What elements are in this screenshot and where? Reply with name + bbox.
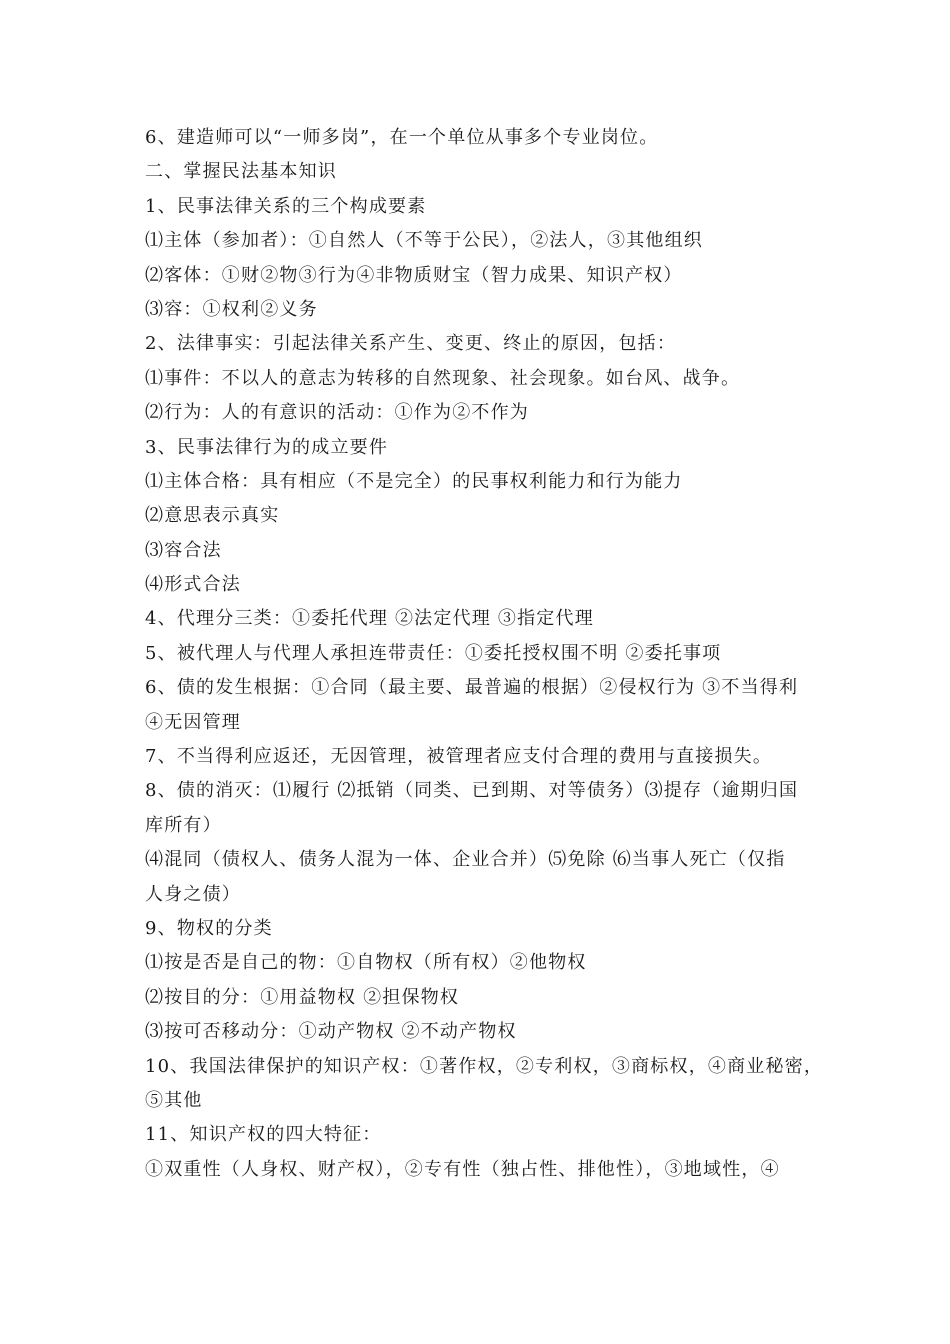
document-body (145, 121, 825, 1187)
text-line: 6、债的发生根据：①合同（最主要、最普遍的根据）②侵权行为 ③不当得利 (145, 677, 799, 699)
text-line: ⑷混同（债权人、债务人混为一体、企业合并）⑸免除 ⑹当事人死亡（仅指 (145, 849, 786, 871)
text-line: 6、建造师可以“一师多岗”，在一个单位从事多个专业岗位。 (145, 127, 659, 148)
text-line: ⑶容合法 (145, 539, 222, 561)
text-line: 8、债的消灭：⑴履行 ⑵抵销（同类、已到期、对等债务）⑶提存（逾期归国 (145, 780, 799, 802)
text-line: ⑴按是否是自己的物：①自物权（所有权）②他物权 (145, 952, 587, 974)
section-heading: 二、掌握民法基本知识 (145, 161, 337, 183)
text-line: 11、知识产权的四大特征： (145, 1124, 382, 1146)
text-line: 人身之债） (145, 883, 241, 905)
text-line: ⑤其他 (145, 1089, 203, 1111)
text-line: 10、我国法律保护的知识产权：①著作权，②专利权，③商标权，④商业秘密， (145, 1055, 824, 1077)
text-line: ⑵按目的分：①用益物权 ②担保物权 (145, 986, 460, 1008)
text-line: ⑴事件：不以人的意志为转移的自然现象、社会现象。如台风、战争。 (145, 367, 741, 389)
text-line: ⑶容：①权利②义务 (145, 298, 318, 320)
text-line: 1、民事法律关系的三个构成要素 (145, 195, 427, 217)
text-line: ⑷形式合法 (145, 574, 241, 596)
text-line: 5、被代理人与代理人承担连带责任：①委托授权围不明 ②委托事项 (145, 642, 722, 664)
text-line: ⑶按可否移动分：①动产物权 ②不动产物权 (145, 1021, 517, 1043)
text-line: ①双重性（人身权、财产权），②专有性（独占性、排他性），③地域性，④ (145, 1158, 780, 1180)
text-line: 9、物权的分类 (145, 917, 273, 939)
text-line: ⑵意思表示真实 (145, 505, 280, 527)
text-line: ⑴主体合格：具有相应（不是完全）的民事权利能力和行为能力 (145, 470, 683, 492)
text-line: ⑴主体（参加者）：①自然人（不等于公民），②法人，③其他组织 (145, 230, 703, 252)
text-line: 4、代理分三类：①委托代理 ②法定代理 ③指定代理 (145, 608, 594, 630)
text-line: 2、法律事实：引起法律关系产生、变更、终止的原因，包括： (145, 333, 677, 355)
text-line: ⑵行为：人的有意识的活动：①作为②不作为 (145, 402, 529, 424)
text-line: 7、不当得利应返还，无因管理，被管理者应支付合理的费用与直接损失。 (145, 746, 773, 768)
text-line: ④无因管理 (145, 711, 241, 733)
text-line: 库所有） (145, 814, 222, 836)
text-line: 3、民事法律行为的成立要件 (145, 436, 389, 458)
text-line: ⑵客体：①财②物③行为④非物质财宝（智力成果、知识产权） (145, 264, 683, 286)
